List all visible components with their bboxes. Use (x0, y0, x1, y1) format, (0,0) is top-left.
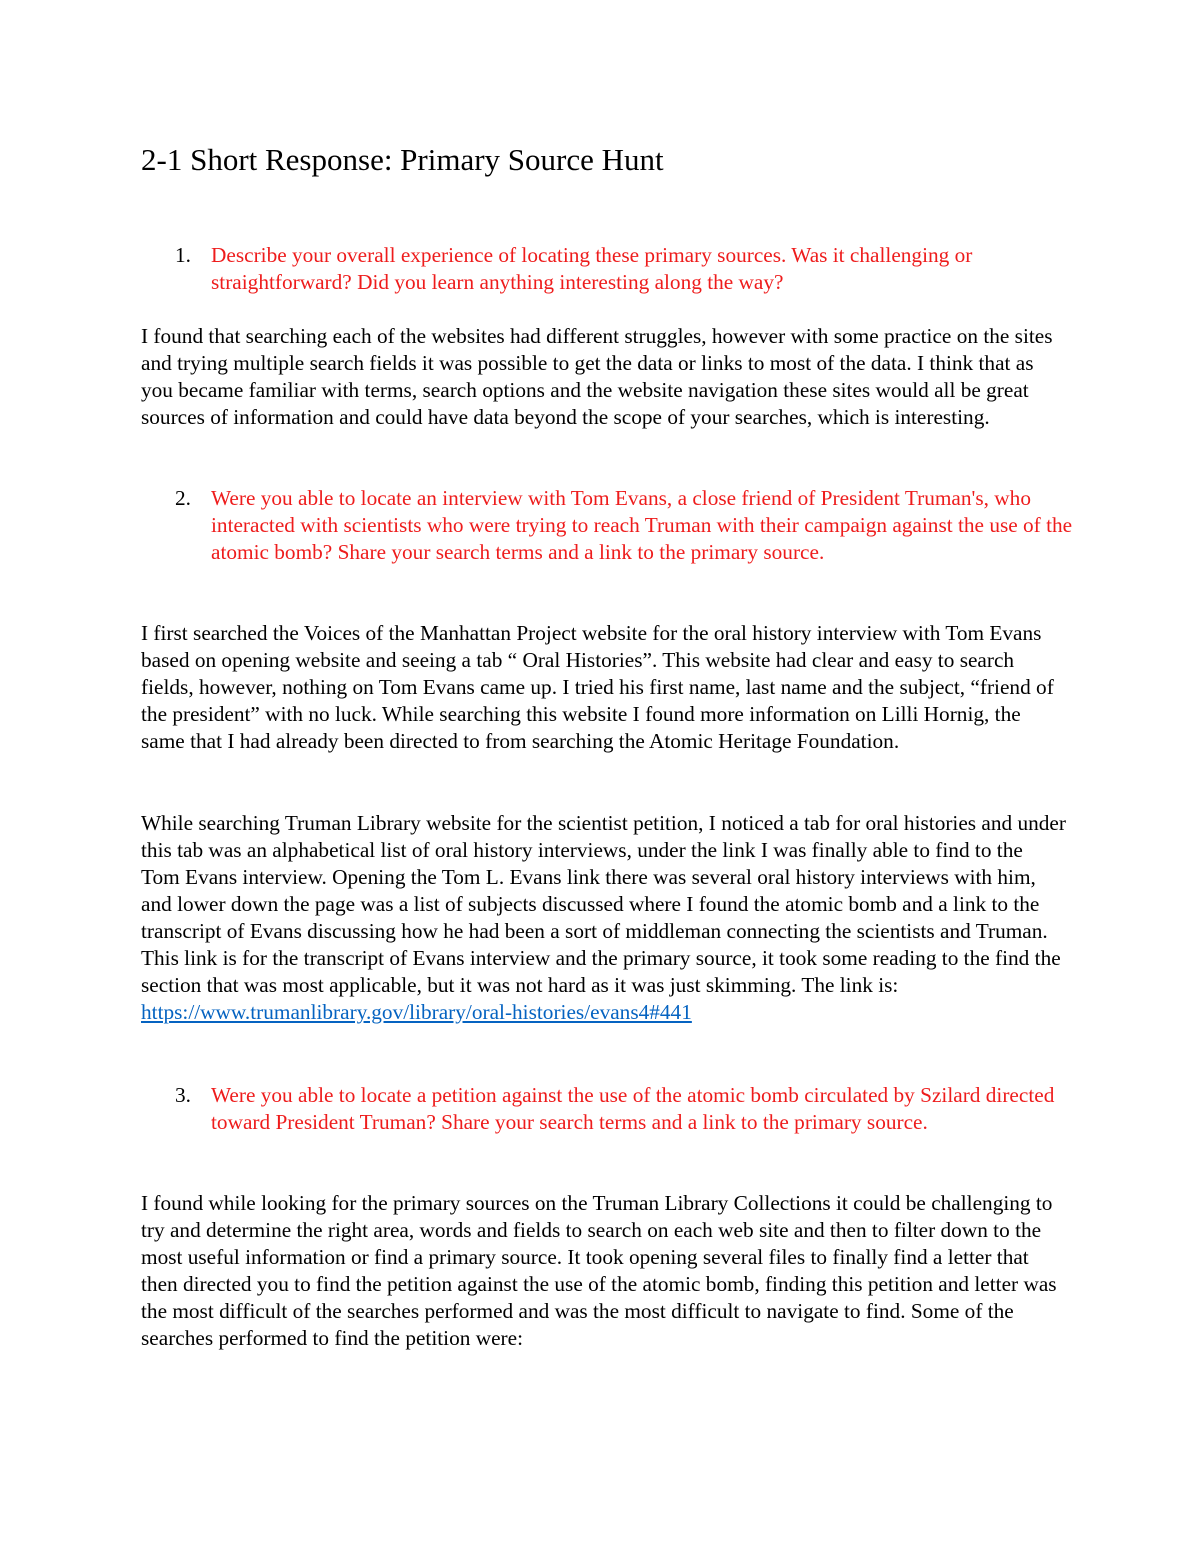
question-3 (175, 1082, 1081, 1136)
truman-library-link[interactable]: https://www.trumanlibrary.gov/library/oral-histories/evans4#441 (141, 1000, 692, 1024)
question-1 (175, 242, 1081, 296)
answer-3-paragraph: I found while looking for the primary sources on the Truman Library Collections it could be challenging to try and determine the right area, words and fields to search on each web site and then to filter down to the most useful information or find a primary source. It took opening several files to finally find a letter that then directed you to find the petition against the use of the atomic bomb, finding this petition and letter was the most difficult of the searches performed and was the most difficult to navigate to find. Some of the searches performed to find the petition were: (141, 1191, 1057, 1350)
question-text: Were you able to locate an interview with Tom Evans, a close friend of President Truman's, who interacted with scientists who were trying to reach Truman with their campaign against the use of the atomic bomb? Share your search terms and a link to the primary source. (211, 486, 1073, 564)
question-2 (175, 485, 1081, 566)
question-number: 3. (175, 1083, 191, 1107)
answer-2-paragraph-2 (141, 810, 1066, 1026)
answer-2-paragraph-1: I first searched the Voices of the Manhattan Project website for the oral history interview with Tom Evans based on opening website and seeing a tab “ Oral Histories”. This website had clear and easy to search fields, however, nothing on Tom Evans came up. I tried his first name, last name and the subject, “friend of the president” with no luck. While searching this website I found more information on Lilli Hornig, the same that I had already been directed to from searching the Atomic Heritage Foundation. (141, 621, 1054, 753)
document-title: 2-1 Short Response: Primary Source Hunt (141, 142, 664, 177)
answer-1-paragraph: I found that searching each of the websites had different struggles, however with some practice on the sites and trying multiple search fields it was possible to get the data or links to most of the data. I think that as you became familiar with terms, search options and the website navigation these sites would all be great sources of information and could have data beyond the scope of your searches, which is interesting. (141, 324, 1053, 429)
question-text: Were you able to locate a petition against the use of the atomic bomb circulated by Szilard directed toward President Truman? Share your search terms and a link to the primary source. (211, 1083, 1055, 1134)
question-number: 1. (175, 243, 191, 267)
answer-2-paragraph-2-text: While searching Truman Library website for the scientist petition, I noticed a tab for oral histories and under this tab was an alphabetical list of oral history interviews, under the link I was finally able to find to the Tom Evans interview. Opening the Tom L. Evans link there was several oral history interviews with him, and lower down the page was a list of subjects discussed where I found the atomic bomb and a link to the transcript of Evans discussing how he had been a sort of middleman connecting the scientists and Truman. This link is for the transcript of Evans interview and the primary source, it took some reading to the find the section that was most applicable, but it was not hard as it was just skimming. The link is: (141, 811, 1066, 997)
question-text: Describe your overall experience of locating these primary sources. Was it challenging or straightforward? Did you learn anything interesting along the way? (211, 243, 973, 294)
question-number: 2. (175, 486, 191, 510)
